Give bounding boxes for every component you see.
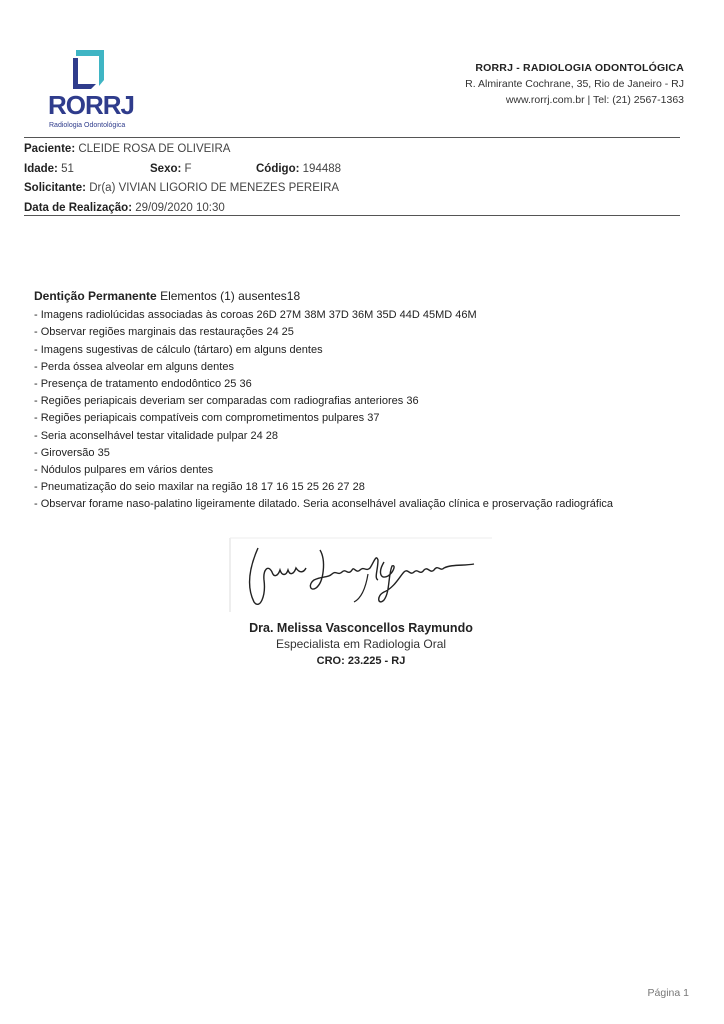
signature-block — [228, 620, 494, 670]
exam-date: 29/09/2020 10:30 — [135, 201, 225, 214]
patient-name: CLEIDE ROSA DE OLIVEIRA — [78, 143, 231, 155]
finding-item: - Seria aconselhável testar vitalidade pulpar 24 28 — [34, 429, 278, 442]
finding-item: - Giroversão 35 — [34, 446, 110, 459]
patient-name-label: Paciente — [24, 143, 72, 155]
company-contact: www.rorrj.com.br | Tel: (21) 2567-1363 — [505, 94, 684, 106]
doctor-specialty: Especialista em Radiologia Oral — [275, 637, 447, 651]
logo-text: RORRJ — [48, 90, 135, 120]
finding-item: - Observar regiões marginais das restaurações 24 25 — [34, 326, 294, 339]
patient-age: 51 — [61, 162, 74, 175]
sex-label: Sexo — [150, 162, 178, 175]
report-heading — [34, 288, 613, 305]
doctor-cro: CRO: 23.225 - RJ — [316, 655, 406, 667]
report-body — [34, 288, 613, 514]
finding-item: - Pneumatização do seio maxilar na região 18 17 16 15 25 26 27 28 — [34, 481, 365, 494]
signature-image — [228, 536, 494, 614]
finding-item: - Presença de tratamento endodôntico 25 36 — [34, 378, 252, 391]
requester-name: Dr(a) VIVIAN LIGORIO DE MENEZES PEREIRA — [89, 182, 340, 194]
company-address: R. Almirante Cochrane, 35, Rio de Janeiro - RJ — [465, 78, 684, 90]
header-divider — [24, 137, 680, 138]
age-label: Idade — [24, 162, 55, 175]
requester-row: Solicitante: Dr(a) VIVIAN LIGORIO DE MENEZES PEREIRA — [24, 182, 340, 194]
finding-item: - Imagens radiolúcidas associadas às coroas 26D 27M 38M 37D 36M 35D 44D 45MD 46M — [34, 309, 477, 322]
doctor-name: Dra. Melissa Vasconcellos Raymundo — [249, 621, 473, 635]
company-name: RORRJ - RADIOLOGIA ODONTOLÓGICA — [475, 62, 684, 74]
patient-info — [24, 140, 680, 218]
requester-label: Solicitante — [24, 182, 83, 194]
report-heading-bold: Dentição Permanente — [34, 289, 157, 303]
page-number: Página 1 — [647, 987, 689, 999]
logo-subtitle: Radiologia Odontológica — [49, 122, 126, 129]
finding-item: - Perda óssea alveolar em alguns dentes — [34, 360, 234, 373]
exam-date-label: Data de Realização — [24, 201, 129, 214]
patient-divider — [24, 215, 680, 216]
finding-item: - Imagens sugestivas de cálculo (tártaro) em alguns dentes — [34, 343, 323, 356]
patient-sex: F — [184, 162, 192, 175]
exam-date-row: Data de Realização: 29/09/2020 10:30 — [24, 201, 225, 214]
patient-details-row: Idade: 51 Sexo: F Código: 194488 — [24, 162, 342, 175]
code-label: Código — [256, 162, 296, 175]
company-logo — [48, 46, 144, 134]
finding-item: - Regiões periapicais deveriam ser comparadas com radiografias anteriores 36 — [34, 395, 419, 408]
finding-item: - Observar forame naso-palatino ligeiramente dilatado. Seria aconselhável avaliação clínica e proservação radiográfica — [34, 498, 614, 511]
company-info — [465, 60, 684, 108]
finding-item: - Nódulos pulpares em vários dentes — [34, 464, 214, 477]
patient-code: 194488 — [302, 162, 342, 175]
finding-item: - Regiões periapicais compatíveis com comprometimentos pulpares 37 — [34, 412, 380, 425]
report-heading-rest: Elementos (1) ausentes18 — [160, 289, 301, 303]
logo-mark-icon — [66, 46, 110, 90]
patient-name-row: Paciente: CLEIDE ROSA DE OLIVEIRA — [24, 143, 231, 155]
